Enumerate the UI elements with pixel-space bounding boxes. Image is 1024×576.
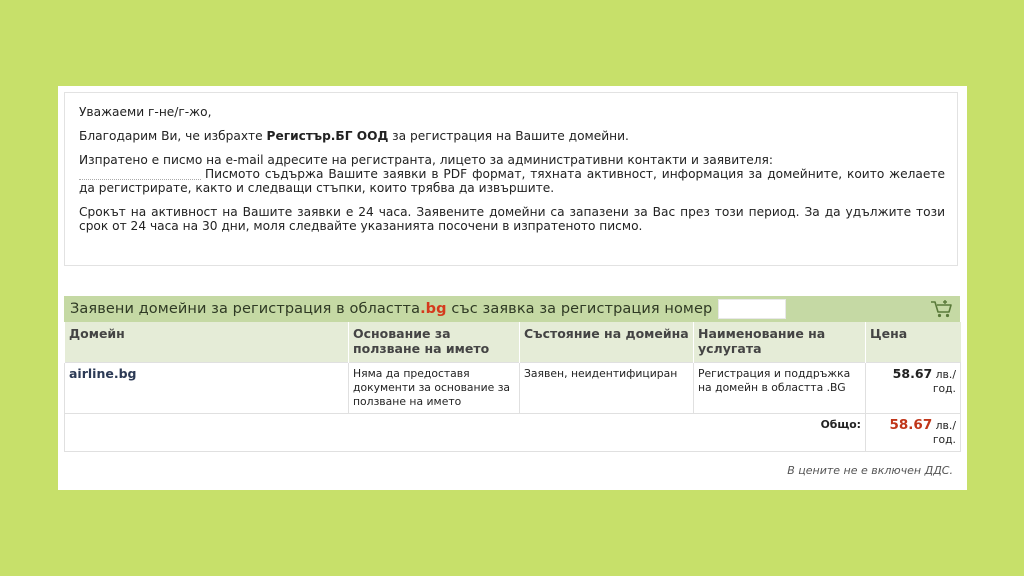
thanks-text xyxy=(79,129,945,143)
status-cell: Заявен, неидентифициран xyxy=(520,363,694,414)
confirmation-message xyxy=(64,92,958,266)
column-price: Цена xyxy=(866,322,961,363)
orders-panel-header xyxy=(64,296,960,322)
email-placeholder xyxy=(79,169,201,180)
column-domain: Домейн xyxy=(65,322,349,363)
cart-icon[interactable] xyxy=(930,299,954,319)
service-cell: Регистрация и поддръжка на домейн в областта .BG xyxy=(694,363,866,414)
price-cell xyxy=(866,363,961,414)
price-unit: лв./год. xyxy=(932,368,956,395)
company-name: Регистър.БГ ООД xyxy=(266,129,389,143)
column-status: Състояние на домейна xyxy=(520,322,694,363)
orders-title-tld: .bg xyxy=(420,301,447,317)
domain-cell: airline.bg xyxy=(65,363,349,414)
total-price-cell xyxy=(866,414,961,452)
table-row xyxy=(65,363,961,414)
thanks-pre: Благодарим Ви, че избрахте xyxy=(79,129,267,143)
validity-text: Срокът на активност на Вашите заявки е 24 часа. Заявените домейни са запазени за Вас през този период. За да удължите този срок от 24 часа на 30 дни, моля следвайте указанията посочени в изпратеното писмо. xyxy=(79,205,945,233)
email-sent-line1: Изпратено е писмо на e-mail адресите на регистранта, лицето за административни контакти и заявителя: xyxy=(79,153,773,167)
column-basis: Основание за ползване на името xyxy=(349,322,520,363)
orders-title-post: със заявка за регистрация номер xyxy=(451,301,713,317)
orders-table xyxy=(64,322,961,452)
price-value: 58.67 xyxy=(892,366,933,381)
orders-title-pre: Заявени домейни за регистрация в областта xyxy=(70,301,421,317)
total-value: 58.67 xyxy=(889,417,933,433)
email-sent-line2: Писмото съдържа Вашите заявки в PDF формат, тяхната активност, информация за домейните, които желаете да регистрирате, както и следващи стъпки, които трябва да извършите. xyxy=(79,167,945,195)
column-service: Наименование на услугата xyxy=(694,322,866,363)
vat-note: В цените не е включен ДДС. xyxy=(787,464,953,477)
basis-cell: Няма да предоставя документи за основание за ползване на името xyxy=(349,363,520,414)
thanks-post: за регистрация на Вашите домейни. xyxy=(388,129,629,143)
order-confirmation-sheet xyxy=(58,86,967,490)
total-unit: лв./год. xyxy=(932,419,956,446)
total-label: Общо: xyxy=(65,414,866,452)
email-sent-text xyxy=(79,153,945,195)
greeting-text: Уважаеми г-не/г-жо, xyxy=(79,105,212,119)
orders-panel xyxy=(64,296,960,452)
order-number-field xyxy=(718,299,786,319)
table-header-row xyxy=(65,322,961,363)
total-row xyxy=(65,414,961,452)
